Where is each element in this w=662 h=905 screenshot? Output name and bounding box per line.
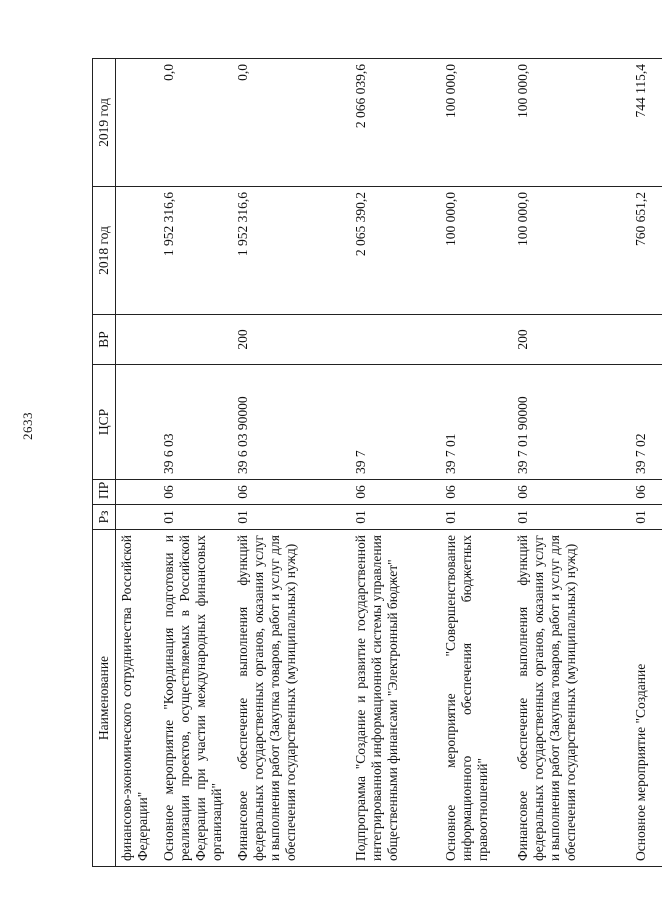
table-row (116, 59, 159, 867)
cell-vr (158, 315, 232, 365)
table-row (440, 59, 512, 867)
cell-vr (440, 315, 512, 365)
cell-rz: 01 (158, 505, 232, 530)
cell-pr (116, 480, 159, 505)
cell-pr: 06 (512, 480, 630, 505)
cell-2019 (116, 59, 159, 187)
cell-name: Основное мероприятие "Совершенствование информационного обеспечения бюджетных правоотношений" (440, 530, 512, 867)
header-2019: 2019 год (93, 59, 116, 187)
page-number: 2633 (20, 412, 35, 440)
cell-pr: 06 (232, 480, 350, 505)
cell-name: Подпрограмма "Создание и развитие государственной интегрированной информационной системы управления общественными финансами "Электронный бюджет" (350, 530, 440, 867)
cell-2018: 2 065 390,2 (350, 187, 440, 315)
cell-name: Основное мероприятие "Создание (630, 530, 662, 867)
table-row (158, 59, 232, 867)
cell-csr: 39 7 01 90000 (512, 365, 630, 480)
header-row (93, 59, 116, 867)
cell-2018: 1 952 316,6 (158, 187, 232, 315)
cell-pr: 06 (158, 480, 232, 505)
cell-vr (350, 315, 440, 365)
cell-2019: 744 115,4 (630, 59, 662, 187)
cell-vr (630, 315, 662, 365)
cell-rz: 01 (350, 505, 440, 530)
table-row (512, 59, 630, 867)
cell-vr (116, 315, 159, 365)
cell-csr: 39 7 01 (440, 365, 512, 480)
cell-2019: 100 000,0 (440, 59, 512, 187)
cell-rz: 01 (440, 505, 512, 530)
cell-csr: 39 7 02 (630, 365, 662, 480)
cell-csr: 39 7 (350, 365, 440, 480)
cell-2018: 100 000,0 (440, 187, 512, 315)
cell-rz: 01 (630, 505, 662, 530)
cell-2018 (116, 187, 159, 315)
rotated-page (92, 59, 648, 867)
header-pr: ПР (93, 480, 116, 505)
cell-csr: 39 6 03 90000 (232, 365, 350, 480)
cell-2019: 0,0 (232, 59, 350, 187)
table-row (630, 59, 662, 867)
cell-pr: 06 (630, 480, 662, 505)
cell-csr (116, 365, 159, 480)
header-name: Наименование (93, 530, 116, 867)
budget-table (92, 58, 662, 867)
cell-2018: 760 651,2 (630, 187, 662, 315)
header-2018: 2018 год (93, 187, 116, 315)
cell-2019: 0,0 (158, 59, 232, 187)
cell-name: Финансовое обеспечение выполнения функций федеральных государственных органов, оказания услуг и выполнения работ (Закупка товаров, работ и услуг для обеспечения государственных (муниципальных) нужд) (512, 530, 630, 867)
cell-vr: 200 (512, 315, 630, 365)
cell-rz (116, 505, 159, 530)
header-csr: ЦСР (93, 365, 116, 480)
header-vr: ВР (93, 315, 116, 365)
cell-2018: 1 952 316,6 (232, 187, 350, 315)
cell-rz: 01 (232, 505, 350, 530)
cell-name: финансово-экономического сотрудничества Российской Федерации" (116, 530, 159, 867)
cell-2019: 2 066 039,6 (350, 59, 440, 187)
header-rz: Рз (93, 505, 116, 530)
table-row (232, 59, 350, 867)
cell-pr: 06 (350, 480, 440, 505)
cell-vr: 200 (232, 315, 350, 365)
cell-2019: 100 000,0 (512, 59, 630, 187)
cell-name: Финансовое обеспечение выполнения функций федеральных государственных органов, оказания услуг и выполнения работ (Закупка товаров, работ и услуг для обеспечения государственных (муниципальных) нужд) (232, 530, 350, 867)
cell-pr: 06 (440, 480, 512, 505)
cell-rz: 01 (512, 505, 630, 530)
cell-2018: 100 000,0 (512, 187, 630, 315)
table-row (350, 59, 440, 867)
cell-name: Основное мероприятие "Координация подготовки и реализации проектов, осуществляемых в Российской Федерации при участии международных финансовых организаций" (158, 530, 232, 867)
cell-csr: 39 6 03 (158, 365, 232, 480)
